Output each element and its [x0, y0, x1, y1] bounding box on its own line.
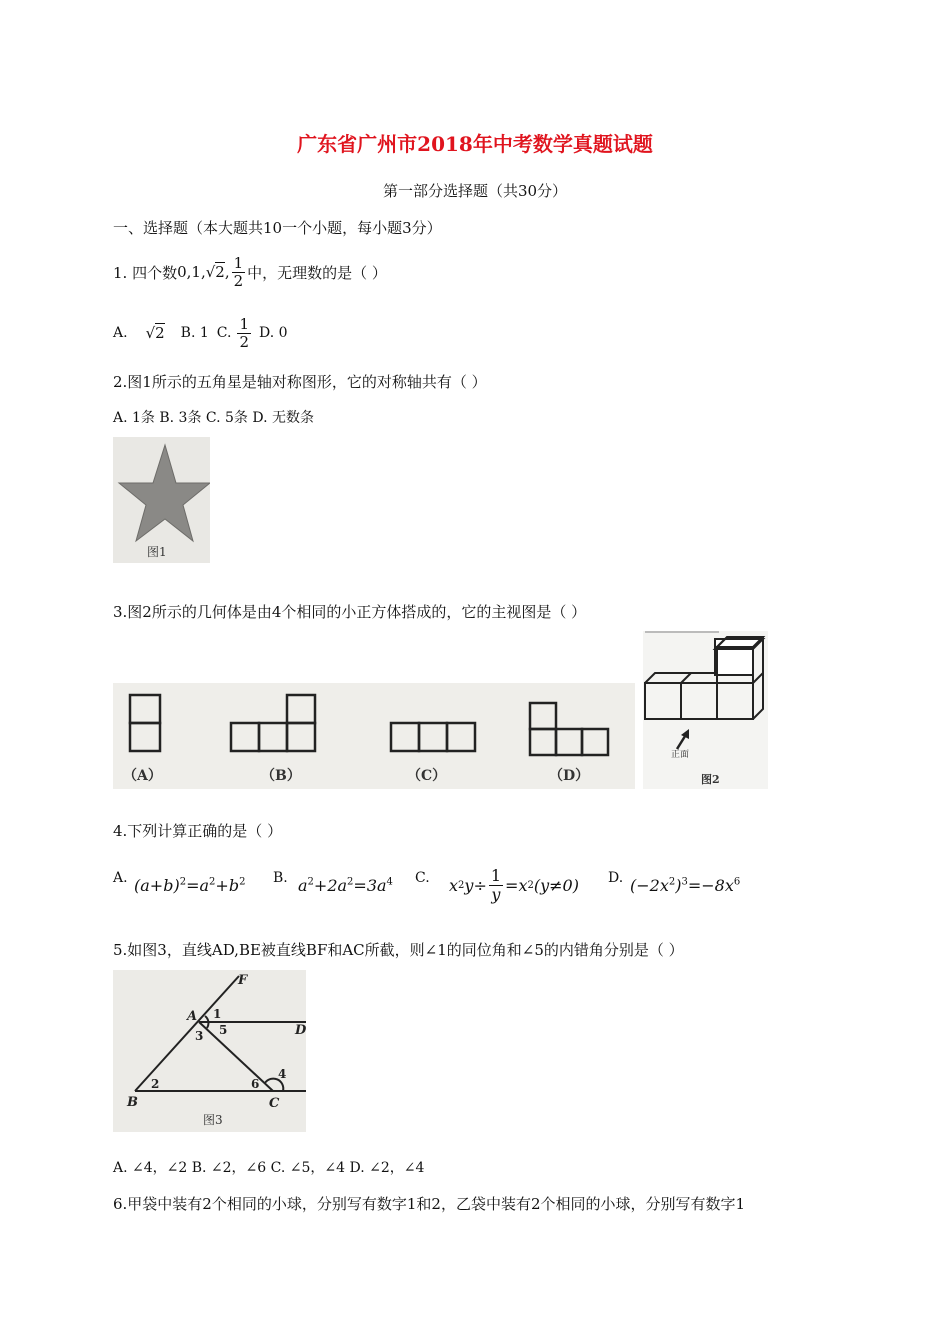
q1-options [113, 310, 288, 356]
question-6: 6.甲袋中装有2个相同的小球，分别写有数字1和2，乙袋中装有2个相同的小球，分别写有数字1 [113, 1195, 746, 1213]
q1-suffix: 中，无理数的是（ ） [247, 263, 387, 282]
q1-sqrt-radicand: 2 [215, 263, 225, 281]
question-2: 2.图1所示的五角星是轴对称图形，它的对称轴共有（ ） [113, 373, 487, 391]
q3-label-a: （A） [123, 768, 162, 784]
q4-option-b-formula: $a^2+2a^2=3a^4$ [298, 876, 393, 895]
question-5: 5.如图3，直线AD,BE被直线BF和AC所截，则∠1的同位角和∠5的内错角分别是（ ） [113, 941, 684, 959]
angle-1: 1 [213, 1007, 222, 1021]
q1-frac-num: 1 [233, 254, 244, 272]
section-heading: 第一部分选择题（共30分） [382, 182, 568, 200]
q3-options-figure [113, 683, 635, 789]
q1-fraction [232, 255, 246, 289]
q4-option-b-label: B. [273, 870, 288, 886]
q1-option-c: C. [216, 325, 232, 341]
figure-3-label: 图3 [203, 1113, 223, 1127]
q1-option-d: D. 0 [259, 325, 288, 341]
part-one-heading: 一、选择题（本大题共10一个小题，每小题3分） [113, 219, 442, 237]
angle-figure [113, 970, 306, 1132]
q1-option-a-radicand: 2 [155, 324, 165, 342]
figure-1-label: 图1 [147, 545, 167, 559]
front-label: 正面 [671, 750, 690, 760]
figure-2-label: 图2 [701, 773, 720, 786]
cube-figure [643, 631, 768, 789]
q1-option-a-value: √2 [145, 324, 165, 342]
angle-5: 5 [219, 1023, 228, 1037]
label-f: F [238, 973, 248, 988]
q5-options: A. ∠4，∠2 B. ∠2，∠6 C. ∠5，∠4 D. ∠2，∠4 [113, 1160, 425, 1176]
label-d: D [295, 1023, 306, 1038]
label-c: C [269, 1096, 280, 1111]
angle-3: 3 [195, 1029, 204, 1043]
figure-3 [113, 970, 306, 1132]
question-3: 3.图2所示的几何体是由4个相同的小正方体搭成的，它的主视图是（ ） [113, 603, 587, 621]
angle-6: 6 [251, 1077, 260, 1091]
q1-option-c-den: 2 [239, 332, 249, 351]
q1-prefix: 1. 四个数 [113, 263, 178, 282]
q1-option-b: B. 1 [180, 325, 209, 341]
q3-label-b: （B） [261, 768, 301, 784]
q4-option-c-label: C. [415, 870, 430, 886]
q4-option-d-label: D. [608, 870, 624, 886]
q1-sqrt: √2, [205, 263, 230, 281]
question-4: 4.下列计算正确的是（ ） [113, 822, 283, 840]
question-1 [113, 250, 387, 294]
q4-option-d-formula: $(-2x^2)^3=-8x^6$ [630, 876, 741, 895]
q1-option-a: A. [113, 325, 128, 341]
angle-2: 2 [151, 1077, 160, 1091]
q2-options: A. 1条 B. 3条 C. 5条 D. 无数条 [113, 410, 315, 426]
q4-option-a-label: A. [113, 870, 128, 886]
q1-numbers: 0,1, [177, 263, 206, 281]
figure-2 [643, 631, 768, 789]
q4-option-a-formula: $(a+b)^2=a^2+b^2$ [134, 876, 246, 895]
q3-label-d: （D） [549, 768, 590, 784]
page-title: 广东省广州市2018年中考数学真题试题 [297, 132, 653, 156]
angle-4: 4 [278, 1067, 287, 1081]
label-b: B [127, 1095, 138, 1110]
q1-frac-den: 2 [233, 271, 244, 290]
figure-1 [113, 437, 210, 563]
q1-option-c-num: 1 [239, 315, 249, 333]
q3-label-c: （C） [407, 768, 447, 784]
label-a: A [187, 1009, 198, 1024]
q4-option-c-formula: x 2 y÷ $\frac{1}{y}$ =x 2 (y≠0) [449, 865, 579, 904]
q1-option-c-fraction [237, 316, 251, 350]
